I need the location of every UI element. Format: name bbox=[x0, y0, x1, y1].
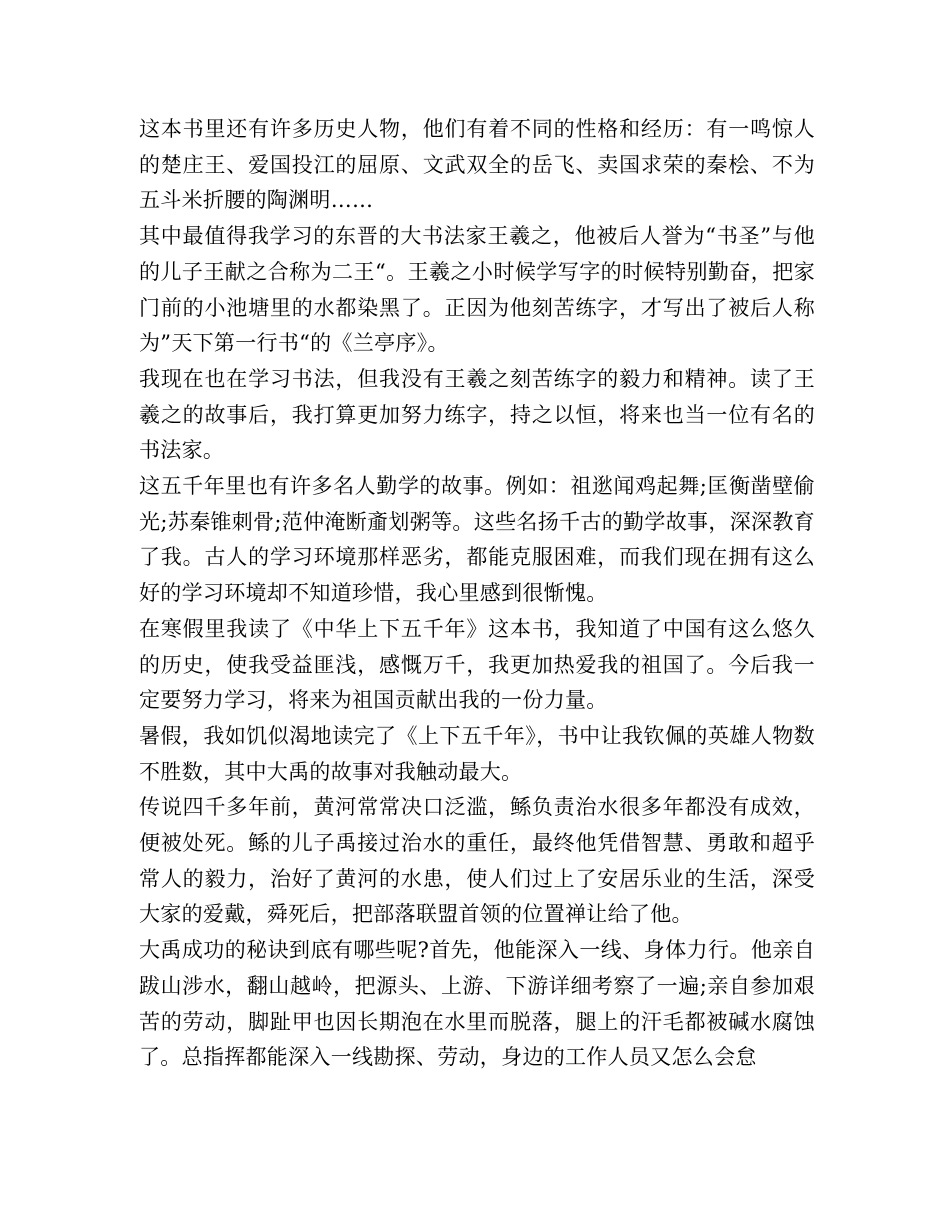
paragraph-8: 大禹成功的秘诀到底有哪些呢?首先，他能深入一线、身体力行。他亲自跋山涉水，翻山越岭，把源头、上游、下游详细考察了一遍;亲自参加艰苦的劳动，脚趾甲也因长期泡在水里而脱落，腿上的汗毛都被碱水腐蚀了。总指挥都能深入一线勘探、劳动，身边的工作人员又怎么会怠 bbox=[139, 938, 815, 1070]
paragraph-2: 其中最值得我学习的东晋的大书法家王羲之，他被后人誉为“书圣”与他的儿子王献之合称为二王“。王羲之小时候学写字的时候特别勤奋，把家门前的小池塘里的水都染黑了。正因为他刻苦练字，才写出了被后人称为”天下第一行书“的《兰亭序》。 bbox=[139, 224, 815, 356]
paragraph-5: 在寒假里我读了《中华上下五千年》这本书，我知道了中国有这么悠久的历史，使我受益匪浅，感慨万千，我更加热爱我的祖国了。今后我一定要努力学习，将来为祖国贡献出我的一份力量。 bbox=[139, 616, 815, 713]
paragraph-3: 我现在也在学习书法，但我没有王羲之刻苦练字的毅力和精神。读了王羲之的故事后，我打算更加努力练字，持之以恒，将来也当一位有名的书法家。 bbox=[139, 366, 815, 463]
document-body bbox=[139, 112, 815, 1076]
paragraph-4: 这五千年里也有许多名人勤学的故事。例如：祖逖闻鸡起舞;匡衡凿壁偷光;苏秦锥刺骨;范仲淹断齑划粥等。这些名扬千古的勤学故事，深深教育了我。古人的学习环境那样恶劣，都能克服困难，而我们现在拥有这么好的学习环境却不知道珍惜，我心里感到很惭愧。 bbox=[139, 474, 815, 606]
paragraph-6: 暑假，我如饥似渴地读完了《上下五千年》，书中让我钦佩的英雄人物数不胜数，其中大禹的故事对我触动最大。 bbox=[139, 723, 815, 784]
paragraph-1: 这本书里还有许多历史人物，他们有着不同的性格和经历：有一鸣惊人的楚庄王、爱国投江的屈原、文武双全的岳飞、卖国求荣的秦桧、不为五斗米折腰的陶渊明…… bbox=[139, 117, 815, 213]
paragraph-7: 传说四千多年前，黄河常常决口泛滥，鲧负责治水很多年都没有成效，便被处死。鲧的儿子禹接过治水的重任，最终他凭借智慧、勇敢和超乎常人的毅力，治好了黄河的水患，使人们过上了安居乐业的生活，深受大家的爱戴，舜死后，把部落联盟首领的位置禅让给了他。 bbox=[139, 795, 815, 927]
